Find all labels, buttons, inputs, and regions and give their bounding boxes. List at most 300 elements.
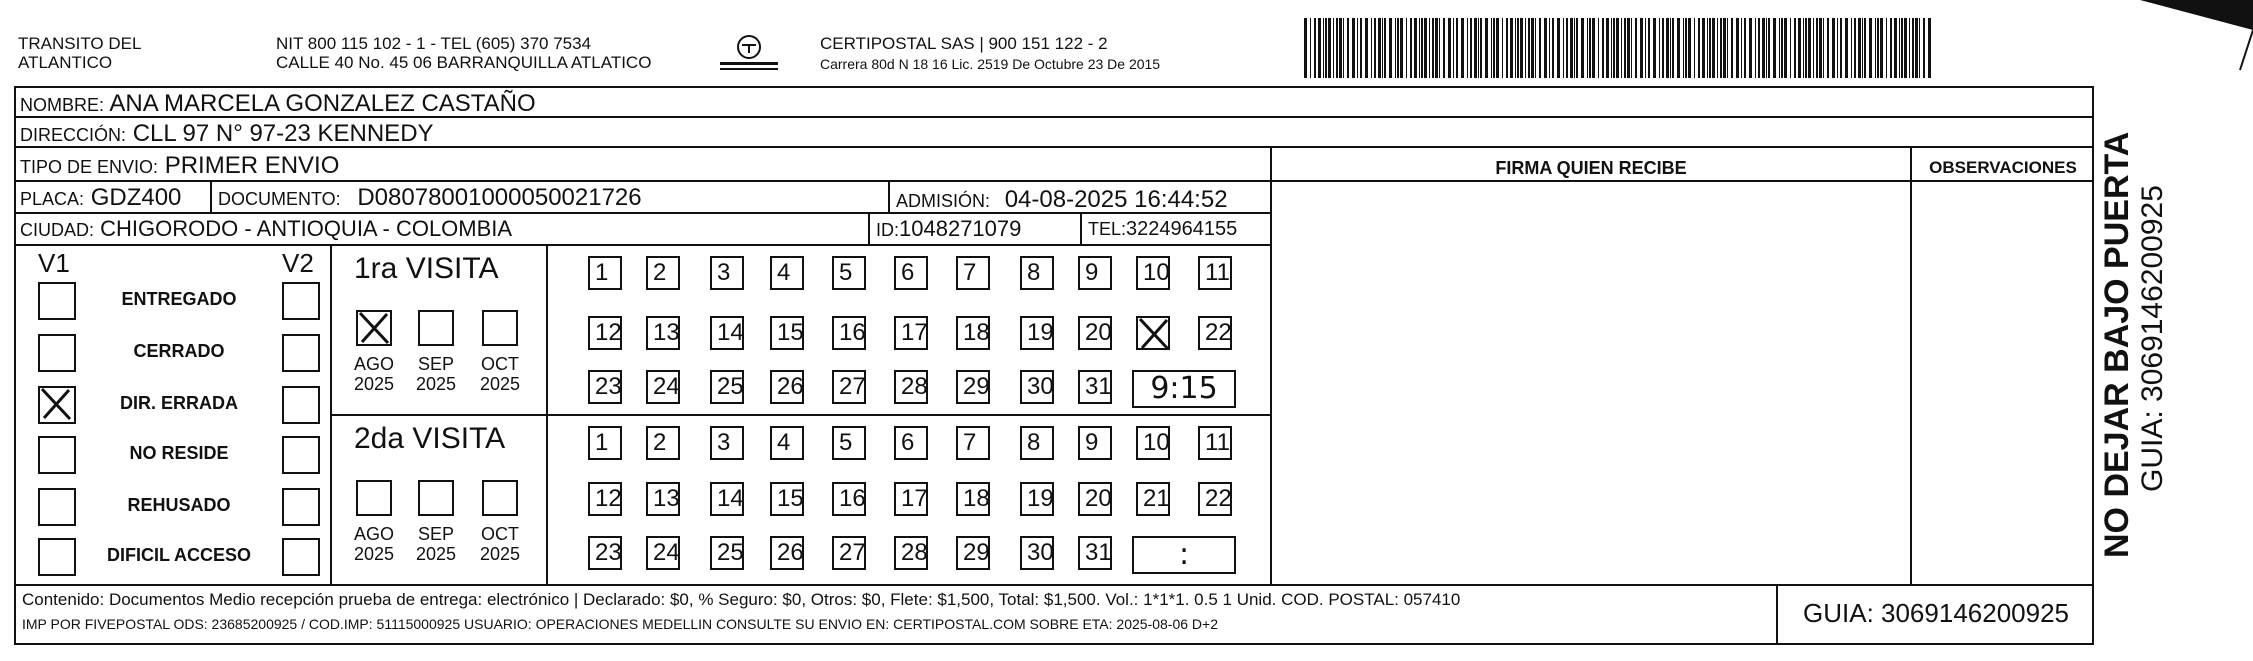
company-line-1: TRANSITO DEL [18,34,142,53]
barcode-bar [1877,18,1879,78]
barcode-bar [1480,18,1482,78]
barcode-bar [1506,18,1508,78]
barcode-bar [1683,18,1684,78]
barcode-bar [1496,18,1499,78]
barcode-bar [1421,18,1423,78]
visit2-day-box[interactable]: 21 [1136,482,1170,516]
barcode-bar [1467,18,1468,78]
barcode-bar [1894,18,1897,78]
v2-checkbox[interactable] [282,488,320,526]
nombre-label: NOMBRE: [20,95,105,115]
ciudad-cell [20,216,512,242]
barcode [1304,18,1934,78]
barcode-bar [1510,18,1513,78]
visit1-day-box[interactable]: 6 [894,256,928,290]
status-label: NO RESIDE [129,443,229,463]
barcode-bar [1854,18,1856,78]
barcode-bar [1502,18,1503,78]
barcode-bar [1909,18,1910,78]
visit2-day-box[interactable]: 11 [1198,426,1232,460]
barcode-bar [1357,18,1358,78]
barcode-bar [1755,18,1756,78]
barcode-bar [1816,18,1818,78]
barcode-bar [1890,18,1892,78]
barcode-bar [1923,18,1925,78]
barcode-bar [1758,18,1760,78]
visit2-day-box[interactable]: 2 [646,426,680,460]
visit1-day-box[interactable]: 13 [646,316,680,350]
barcode-bar [1517,18,1519,78]
visit1-day-box[interactable]: 5 [832,256,866,290]
visit1-day-box[interactable]: 3 [710,256,744,290]
barcode-bar [1749,18,1752,78]
barcode-bar [1574,18,1575,78]
barcode-bar [1720,18,1722,78]
documento-cell [218,184,642,212]
visit2-day-box[interactable]: 31 [1078,536,1112,570]
visit2-day-box[interactable]: 3 [710,426,744,460]
barcode-bar [1803,18,1804,78]
visit2-day-box[interactable]: 27 [832,536,866,570]
barcode-bar [1886,18,1887,78]
status-label: REHUSADO [127,495,231,515]
visit2-day-box[interactable]: 18 [956,482,990,516]
visit1-day-box[interactable]: 31 [1078,370,1112,404]
status-label: DIR. ERRADA [119,393,238,413]
visit2-day-box[interactable]: 15 [770,482,804,516]
visit1-time-box[interactable]: 9:15 [1132,370,1236,408]
v2-label: V2 [282,248,314,278]
visit1-day-box[interactable]: 11 [1198,256,1232,290]
admision-cell [896,186,1228,214]
barcode-bar [1400,18,1403,78]
visit1-day-box[interactable]: 17 [894,316,928,350]
admision-label: ADMISIÓN: [896,191,991,211]
visit1-day-box[interactable]: 20 [1078,316,1112,350]
firma-header: FIRMA QUIEN RECIBE [1495,158,1687,178]
visit2-day-box[interactable]: 5 [832,426,866,460]
visit1-day-box[interactable]: 14 [710,316,744,350]
barcode-bar [1539,18,1541,78]
barcode-bar [1779,18,1780,78]
barcode-bar [1613,18,1615,78]
visit2-month-label: AGO 2025 [353,524,395,564]
barcode-bar [1694,18,1695,78]
visit1-month-checkbox[interactable] [356,310,392,346]
placa-label: PLACA: [20,189,85,209]
visit2-day-box[interactable]: 29 [956,536,990,570]
barcode-bar [1435,18,1438,78]
barcode-bar [1424,18,1427,78]
barcode-bar [1314,18,1316,78]
barcode-bar [1790,18,1791,78]
visit2-day-box[interactable]: 12 [588,482,622,516]
visit1-day-box[interactable]: 19 [1020,316,1054,350]
barcode-bar [1318,18,1321,78]
barcode-bar [1627,18,1630,78]
visit1-day-box[interactable]: 29 [956,370,990,404]
visit1-day-box[interactable]: 4 [770,256,804,290]
nit-text: NIT 800 115 102 - 1 - TEL (605) 370 7534 [276,34,592,53]
visit1-day-box[interactable] [1136,316,1170,350]
visit2-month-label: SEP 2025 [415,524,457,564]
barcode-bar [1384,18,1386,78]
ciudad-value: CHIGORODO - ANTIOQUIA - COLOMBIA [100,216,513,241]
visit2-month-label: OCT 2025 [479,524,521,564]
barcode-bar [1389,18,1392,78]
barcode-bar [1581,18,1584,78]
barcode-bar [1325,18,1327,78]
v1-checkbox[interactable] [38,538,76,576]
barcode-bar [1712,18,1715,78]
visit2-day-box[interactable]: 9 [1078,426,1112,460]
barcode-bar [1677,18,1680,78]
visit1-day-box[interactable]: 1 [588,256,622,290]
barcode-bar [1915,18,1918,78]
barcode-bar [1645,18,1646,78]
certipostal-info [820,34,1160,72]
tipo-envio-label: TIPO DE ENVIO: [20,157,159,177]
visit1-month-checkbox[interactable] [418,310,454,346]
barcode-bar [1845,18,1848,78]
barcode-bar [1709,18,1711,78]
visit2-day-box[interactable]: 24 [646,536,680,570]
barcode-bar [1880,18,1883,78]
v1-label: V1 [38,248,70,278]
visit2-day-box[interactable]: 28 [894,536,928,570]
barcode-bar [1456,18,1458,78]
visit1-day-box[interactable]: 16 [832,316,866,350]
barcode-bar [1864,18,1866,78]
barcode-bar [1736,18,1739,78]
barcode-bar [1659,18,1660,78]
barcode-bar [1672,18,1674,78]
nombre-row [20,90,536,118]
barcode-bar [1419,18,1420,78]
visit2-day-box[interactable]: 17 [894,482,928,516]
visit2-day-box[interactable]: 20 [1078,482,1112,516]
barcode-bar [1587,18,1588,78]
barcode-bar [1443,18,1445,78]
barcode-bar [1360,18,1362,78]
status-label: DIFICIL ACCESO [106,545,251,565]
barcode-bar [1762,18,1765,78]
v1-checkbox[interactable] [38,436,76,474]
tel-cell [1088,218,1237,241]
direccion-value: CLL 97 N° 97-23 KENNEDY [132,120,434,147]
visit1-day-box[interactable]: 2 [646,256,680,290]
corner-fold [2140,0,2253,80]
barcode-bar [1744,18,1746,78]
barcode-bar [1723,18,1726,78]
barcode-bar [1406,18,1407,78]
barcode-bar [1798,18,1801,78]
direccion-label: DIRECCIÓN: [20,125,127,145]
visit1-day-box[interactable]: 15 [770,316,804,350]
v1-checkbox[interactable] [38,282,76,320]
visit1-day-box[interactable]: 18 [956,316,990,350]
placa-value: GDZ400 [90,184,182,211]
visit1-month-checkbox[interactable] [482,310,518,346]
barcode-bar [1333,18,1334,78]
certipostal-logo [716,34,782,76]
visit2-day-box[interactable]: 25 [710,536,744,570]
visit2-day-box[interactable]: 22 [1198,482,1232,516]
barcode-bar [1557,18,1560,78]
barcode-bar [1904,18,1907,78]
barcode-bar [1570,18,1573,78]
visit1-day-box[interactable]: 26 [770,370,804,404]
company-name [18,34,141,72]
barcode-bar [1837,18,1838,78]
visit1-title: 1ra VISITA [354,252,499,285]
barcode-bar [1611,18,1612,78]
barcode-bar [1685,18,1687,78]
barcode-bar [1688,18,1691,78]
barcode-bar [1602,18,1604,78]
barcode-bar [1378,18,1381,78]
barcode-bar [1875,18,1876,78]
v1-checkbox[interactable] [38,334,76,372]
admision-value: 04-08-2025 16:44:52 [1004,186,1228,213]
barcode-bar [1432,18,1434,78]
visit2-day-box[interactable]: 8 [1020,426,1054,460]
visit2-month-checkbox[interactable] [356,480,392,516]
barcode-bar [1374,18,1376,78]
barcode-bar [1858,18,1861,78]
barcode-bar [1823,18,1824,78]
barcode-bar [1535,18,1536,78]
documento-value: D08078001000050021726 [357,184,642,211]
barcode-bar [1566,18,1568,78]
visit2-day-box[interactable]: 26 [770,536,804,570]
visit2-day-box[interactable]: 30 [1020,536,1054,570]
visit2-month-checkbox[interactable] [418,480,454,516]
barcode-bar [1869,18,1872,78]
barcode-bar [1549,18,1550,78]
barcode-bar [1640,18,1643,78]
barcode-bar [1808,18,1811,78]
visit2-day-box[interactable]: 10 [1136,426,1170,460]
barcode-bar [1813,18,1814,78]
barcode-bar [1453,18,1454,78]
visit1-day-box[interactable]: 12 [588,316,622,350]
visit1-month-label: AGO 2025 [353,354,395,394]
barcode-bar [1912,18,1914,78]
barcode-bar [1589,18,1591,78]
visit1-day-box[interactable]: 27 [832,370,866,404]
barcode-bar [1781,18,1783,78]
barcode-bar [1919,18,1920,78]
tel-label: TEL: [1088,219,1127,239]
barcode-bar [1653,18,1656,78]
barcode-bar [1840,18,1842,78]
barcode-bar [1768,18,1770,78]
barcode-bar [1544,18,1547,78]
barcode-bar [1493,18,1495,78]
barcode-bar [1766,18,1767,78]
visit2-time-box[interactable]: : [1132,536,1236,574]
barcode-bar [1805,18,1807,78]
barcode-bar [1717,18,1718,78]
id-value: 1048271079 [899,216,1022,241]
barcode-bar [1531,18,1534,78]
barcode-bar [1343,18,1344,78]
barcode-bar [1470,18,1472,78]
barcode-bar [1698,18,1700,78]
tipo-envio-value: PRIMER ENVIO [164,152,340,179]
visit2-day-box[interactable]: 7 [956,426,990,460]
nombre-value: ANA MARCELA GONZALEZ CASTAÑO [109,90,536,117]
license-text: Carrera 80d N 18 16 Lic. 2519 De Octubre 23 De 2015 [820,56,1161,72]
tipo-envio-row [20,152,339,180]
barcode-bar [1365,18,1368,78]
barcode-bar [1525,18,1526,78]
barcode-bar [1397,18,1399,78]
visit1-month-label: SEP 2025 [415,354,457,394]
certipostal-text: CERTIPOSTAL SAS | 900 151 122 - 2 [820,34,1108,53]
barcode-bar [1899,18,1900,78]
barcode-bar [1328,18,1331,78]
barcode-bar [1410,18,1412,78]
status-label: CERRADO [133,341,225,361]
company-contact [276,34,651,72]
v2-checkbox[interactable] [282,282,320,320]
barcode-bar [1621,18,1622,78]
ciudad-label: CIUDAD: [20,220,95,240]
barcode-bar [1429,18,1430,78]
barcode-bar [1631,18,1632,78]
visit1-day-box[interactable]: 28 [894,370,928,404]
visit2-day-box[interactable]: 6 [894,426,928,460]
imp-text: IMP POR FIVEPOSTAL ODS: 23685200925 / COD.IMP: 51115000925 USUARIO: OPERACIONES MEDELLIN CONSULTE SU ENVIO EN: CERTIPOSTAL.COM SOBRE ETA: 2025-08-06 D+2 [22,616,1219,632]
barcode-bar [1448,18,1451,78]
barcode-bar [1576,18,1578,78]
barcode-bar [1616,18,1619,78]
barcode-bar [1491,18,1492,78]
visit1-day-box[interactable]: 8 [1020,256,1054,290]
barcode-bar [1741,18,1742,78]
documento-label: DOCUMENTO: [218,189,341,209]
barcode-bar [1461,18,1464,78]
barcode-bar [1310,18,1311,78]
barcode-bar [1598,18,1599,78]
barcode-bar [1794,18,1796,78]
barcode-bar [1474,18,1477,78]
observaciones-header: OBSERVACIONES [1929,158,2077,177]
barcode-bar [1528,18,1530,78]
barcode-bar [1670,18,1671,78]
visit2-day-box[interactable]: 1 [588,426,622,460]
visit1-day-box[interactable]: 9 [1078,256,1112,290]
visit1-day-box[interactable]: 25 [710,370,744,404]
visit1-month-label: OCT 2025 [479,354,521,394]
barcode-bar [1819,18,1822,78]
barcode-bar [1702,18,1705,78]
barcode-bar [1901,18,1903,78]
barcode-bar [1662,18,1664,78]
barcode-bar [1485,18,1488,78]
v1-checkbox[interactable] [38,386,76,424]
v2-checkbox[interactable] [282,538,320,576]
no-dejar-warning: NO DEJAR BAJO PUERTA [2098,131,2136,558]
barcode-bar [1552,18,1554,78]
barcode-bar [1928,18,1931,78]
visit2-day-box[interactable]: 16 [832,482,866,516]
barcode-bar [1707,18,1708,78]
barcode-bar [1648,18,1650,78]
id-cell [876,216,1021,242]
barcode-bar [1347,18,1349,78]
barcode-bar [1352,18,1355,78]
visit2-day-box[interactable]: 4 [770,426,804,460]
visit1-day-box[interactable]: 23 [588,370,622,404]
barcode-bar [1862,18,1863,78]
barcode-bar [1727,18,1728,78]
visit1-day-box[interactable]: 24 [646,370,680,404]
barcode-bar [1395,18,1396,78]
visit2-month-checkbox[interactable] [482,480,518,516]
contenido-text: Contenido: Documentos Medio recepción prueba de entrega: electrónico | Declarado: $0, % Seguro: $0, Otros: $0, Flete: $1,500, Total: $1,500. Vol.: 1*1*1. 0.5 1 Unid. COD. POSTAL: 057410 [22,590,1461,609]
v2-checkbox[interactable] [282,386,320,424]
barcode-bar [1635,18,1637,78]
status-label: ENTREGADO [121,289,237,309]
company-line-2: ATLANTICO [18,53,113,72]
barcode-bar [1304,18,1307,78]
visit2-day-box[interactable]: 19 [1020,482,1054,516]
barcode-bar [1827,18,1829,78]
barcode-bar [1414,18,1417,78]
barcode-bar [1784,18,1787,78]
barcode-bar [1371,18,1372,78]
visit1-day-box[interactable]: 10 [1136,256,1170,290]
barcode-bar [1520,18,1523,78]
barcode-bar [1478,18,1479,78]
barcode-bar [1606,18,1609,78]
tel-value: 3224964155 [1126,218,1238,240]
v2-checkbox[interactable] [282,436,320,474]
address-text: CALLE 40 No. 45 06 BARRANQUILLA ATLATICO [276,53,652,72]
barcode-bar [1515,18,1516,78]
v1-checkbox[interactable] [38,488,76,526]
barcode-bar [1731,18,1733,78]
visit1-day-box[interactable]: 22 [1198,316,1232,350]
visit2-day-box[interactable]: 23 [588,536,622,570]
barcode-bar [1592,18,1595,78]
v2-checkbox[interactable] [282,334,320,372]
barcode-bar [1439,18,1440,78]
barcode-bar [1773,18,1776,78]
visit2-day-box[interactable]: 13 [646,482,680,516]
visit2-title: 2da VISITA [354,422,506,455]
side-guia: GUIA: 3069146200925 [2136,185,2169,492]
barcode-bar [1323,18,1324,78]
barcode-bar [1851,18,1852,78]
barcode-bar [1666,18,1669,78]
visit1-day-box[interactable]: 30 [1020,370,1054,404]
barcode-bar [1624,18,1626,78]
visit2-day-box[interactable]: 14 [710,482,744,516]
id-label: ID: [876,220,900,240]
barcode-bar [1339,18,1342,78]
barcode-bar [1832,18,1835,78]
direccion-row [20,120,434,148]
barcode-bar [1336,18,1338,78]
barcode-bar [1382,18,1383,78]
barcode-bar [1563,18,1564,78]
footer-guia: GUIA: 3069146200925 [1803,598,2069,628]
visit1-day-box[interactable]: 7 [956,256,990,290]
